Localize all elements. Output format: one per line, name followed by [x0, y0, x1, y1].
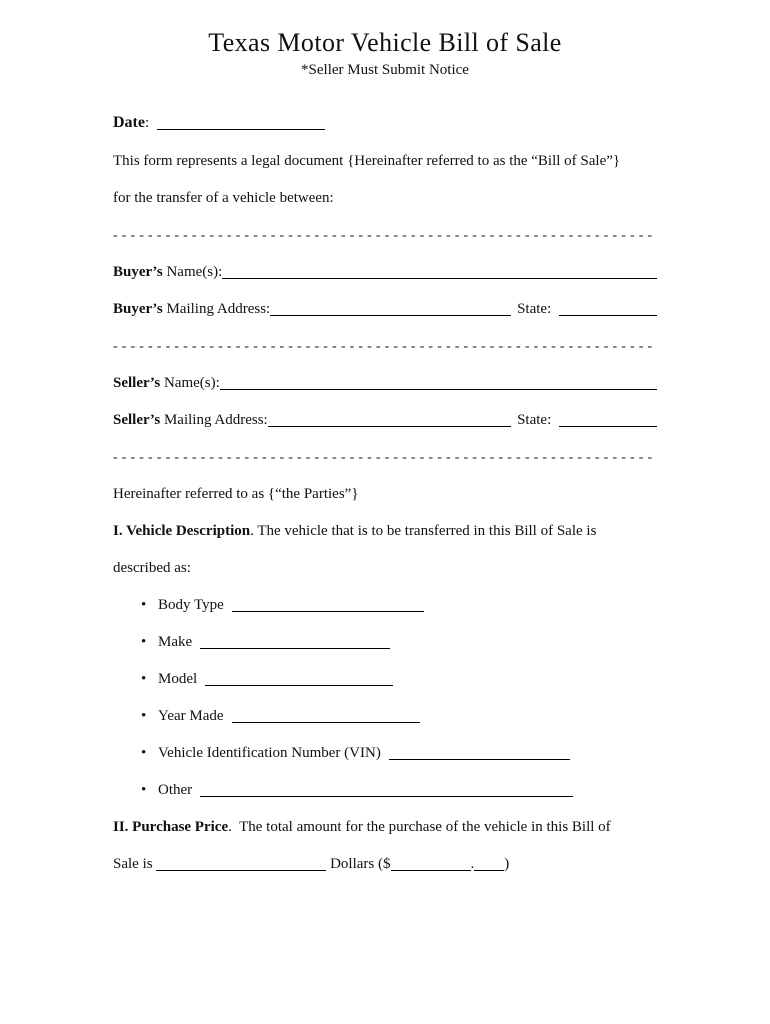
seller-state-blank[interactable] — [559, 412, 657, 427]
seller-address-blank[interactable] — [268, 412, 511, 427]
seller-address-label: Mailing Address: — [160, 412, 268, 428]
sale-amount-words-blank[interactable] — [156, 856, 326, 871]
bullet-item-year-made — [113, 698, 657, 735]
purchase-price-heading: II. Purchase Price — [113, 819, 229, 835]
buyer-state-blank[interactable] — [559, 301, 657, 316]
vehicle-description-heading: I. Vehicle Description — [113, 523, 251, 539]
buyer-address-blank[interactable] — [270, 301, 511, 316]
seller-address-line — [113, 402, 657, 439]
vin-blank[interactable] — [389, 745, 570, 760]
other-blank[interactable] — [200, 782, 573, 797]
vin-label: Vehicle Identification Number (VIN) — [158, 745, 381, 761]
sale-prefix-label: Sale is — [113, 856, 157, 872]
body-type-blank[interactable] — [232, 597, 424, 612]
intro-line-2: for the transfer of a vehicle between: — [113, 190, 334, 206]
cents-amount-blank[interactable] — [474, 856, 504, 871]
make-blank[interactable] — [200, 634, 390, 649]
date-label: Date — [113, 114, 145, 131]
described-as-line: described as: — [113, 560, 191, 576]
buyer-state-label: State: — [517, 301, 555, 317]
model-blank[interactable] — [205, 671, 393, 686]
seller-name-blank[interactable] — [220, 375, 657, 390]
page-title: Texas Motor Vehicle Bill of Sale — [208, 28, 562, 57]
seller-name-line — [113, 365, 657, 402]
make-label: Make — [158, 634, 193, 650]
body-type-label: Body Type — [158, 597, 224, 613]
section-divider: - - - - - - - - - - - - - - - - - - - - - - - - - - - - - - - - - - - - - - - - - - - - - - - - - - - - - - - - - - - - - - — [113, 339, 653, 354]
buyer-name-line — [113, 254, 657, 291]
close-paren: ) — [504, 856, 510, 872]
section-divider: - - - - - - - - - - - - - - - - - - - - - - - - - - - - - - - - - - - - - - - - - - - - - - - - - - - - - - - - - - - - - - — [113, 450, 653, 465]
sale-amount-line — [113, 846, 657, 883]
bullet-item-vin — [113, 735, 657, 772]
purchase-price-text: . The total amount for the purchase of the vehicle in this Bill of — [228, 819, 611, 835]
dollar-amount-blank[interactable] — [391, 856, 471, 871]
vehicle-description-text: . The vehicle that is to be transferred in this Bill of Sale is — [250, 523, 597, 539]
date-blank[interactable] — [157, 115, 325, 130]
buyer-name-label: Name(s): — [162, 264, 223, 280]
buyer-address-line — [113, 291, 657, 328]
vehicle-description-heading-line — [113, 513, 657, 550]
date-line — [113, 112, 657, 134]
page-subtitle: *Seller Must Submit Notice — [301, 62, 469, 78]
bullet-item-other — [113, 772, 657, 809]
year-made-blank[interactable] — [232, 708, 420, 723]
date-colon: : — [144, 115, 157, 131]
buyer-address-label: Mailing Address: — [162, 301, 271, 317]
intro-line-1: This form represents a legal document {Hereinafter referred to as the “Bill of Sale”} — [113, 153, 621, 169]
buyer-name-bold-label: Buyer’s — [113, 264, 163, 280]
buyer-name-blank[interactable] — [222, 264, 657, 279]
seller-name-bold-label: Seller’s — [113, 375, 161, 391]
section-divider: - - - - - - - - - - - - - - - - - - - - - - - - - - - - - - - - - - - - - - - - - - - - - - - - - - - - - - - - - - - - - - — [113, 228, 653, 243]
seller-name-label: Name(s): — [160, 375, 220, 391]
year-made-label: Year Made — [158, 708, 224, 724]
parties-line: Hereinafter referred to as {“the Parties”} — [113, 486, 359, 502]
bullet-item-body-type — [113, 587, 657, 624]
model-label: Model — [158, 671, 198, 687]
purchase-price-heading-line — [113, 809, 657, 846]
bullet-item-model — [113, 661, 657, 698]
dollars-label: Dollars ($ — [326, 856, 391, 872]
buyer-address-bold-label: Buyer’s — [113, 301, 163, 317]
seller-state-label: State: — [517, 412, 555, 428]
bullet-item-make — [113, 624, 657, 661]
seller-address-bold-label: Seller’s — [113, 412, 161, 428]
decimal-point: . — [470, 856, 475, 872]
other-label: Other — [158, 782, 193, 798]
